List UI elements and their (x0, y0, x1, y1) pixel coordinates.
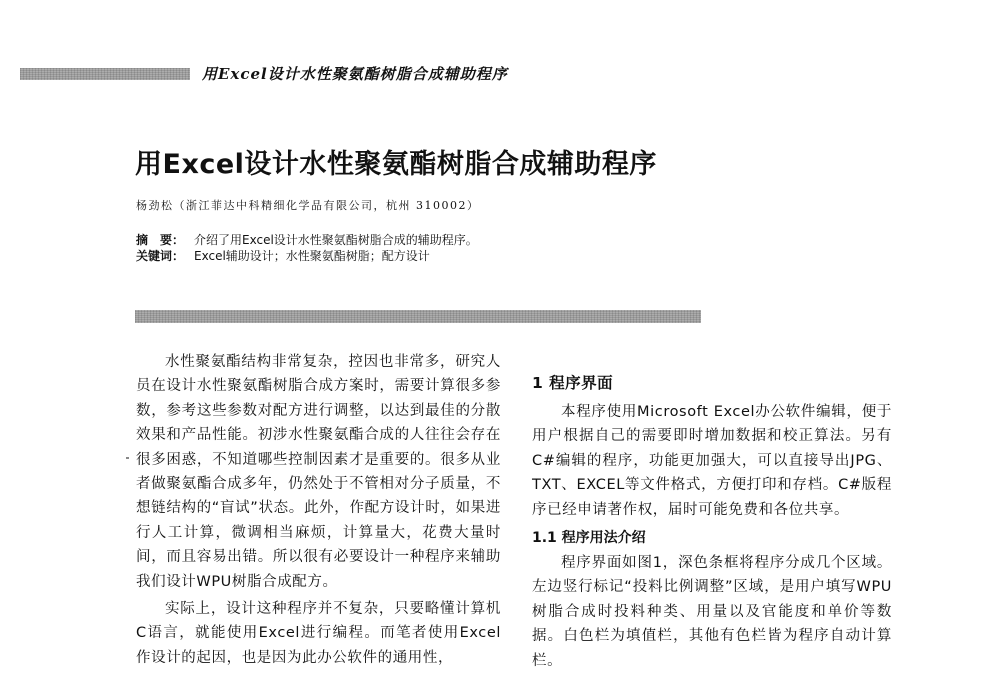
body-column-left (136, 350, 501, 670)
body-paragraph: 程序界面如图1，深色条框将程序分成几个区域。左边竖行标记“投料比例调整”区域，是用户填写WPU树脂合成时投料种类、用量以及官能度和单价等数据。白色栏为填值栏，其他有色栏皆为程序自动计算栏。 (532, 555, 892, 669)
body-paragraph: 本程序使用Microsoft Excel办公软件编辑，便于用户根据自己的需要即时增加数据和校正算法。另有C#编辑的程序，功能更加强大，可以直接导出JPG、TXT、EXCEL等文件格式，方便打印和存档。C#版程序已经申请著作权，届时可能免费和各位共享。 (532, 404, 892, 518)
keywords-label: 关键词： (136, 249, 185, 263)
author-affiliation: 杨劲松（浙江菲达中科精细化学品有限公司，杭州 310002） (136, 199, 480, 212)
abstract-label: 摘 要： (136, 233, 185, 247)
keywords-text: Excel辅助设计；水性聚氨酯树脂；配方设计 (194, 249, 430, 263)
running-header-bar (20, 68, 190, 80)
keywords (136, 247, 430, 264)
article-title: 用Excel设计水性聚氨酯树脂合成辅助程序 (135, 149, 657, 180)
body-paragraph: 水性聚氨酯结构非常复杂，控因也非常多，研究人员在设计水性聚氨酯树脂合成方案时，需要计算很多参数，参考这些参数对配方进行调整，以达到最佳的分散效果和产品性能。初涉水性聚氨酯合成的人往往会存在很多困惑，不知道哪些控制因素才是重要的。很多从业者做聚氨酯合成多年，仍然处于不管相对分子质量，不想链结构的“盲试”状态。此外，作配方设计时，如果进行人工计算，微调相当麻烦，计算量大，花费大量时间，而且容易出错。所以很有必要设计一种程序来辅助我们设计WPU树脂合成配方。 (136, 354, 501, 590)
body-column-right (532, 371, 892, 673)
scan-speck (126, 457, 129, 459)
abstract-text: 介绍了用Excel设计水性聚氨酯树脂合成的辅助程序。 (194, 233, 478, 247)
section-heading: 1 程序界面 (532, 374, 614, 392)
section-divider-bar (135, 310, 701, 323)
body-paragraph: 实际上，设计这种程序并不复杂，只要略懂计算机C语言，就能使用Excel进行编程。而笔者使用Excel作设计的起因，也是因为此办公软件的通用性， (136, 601, 501, 666)
running-header-title: 用Excel设计水性聚氨酯树脂合成辅助程序 (202, 65, 508, 83)
abstract (136, 231, 478, 248)
subsection-heading: 1.1 程序用法介绍 (532, 530, 646, 547)
